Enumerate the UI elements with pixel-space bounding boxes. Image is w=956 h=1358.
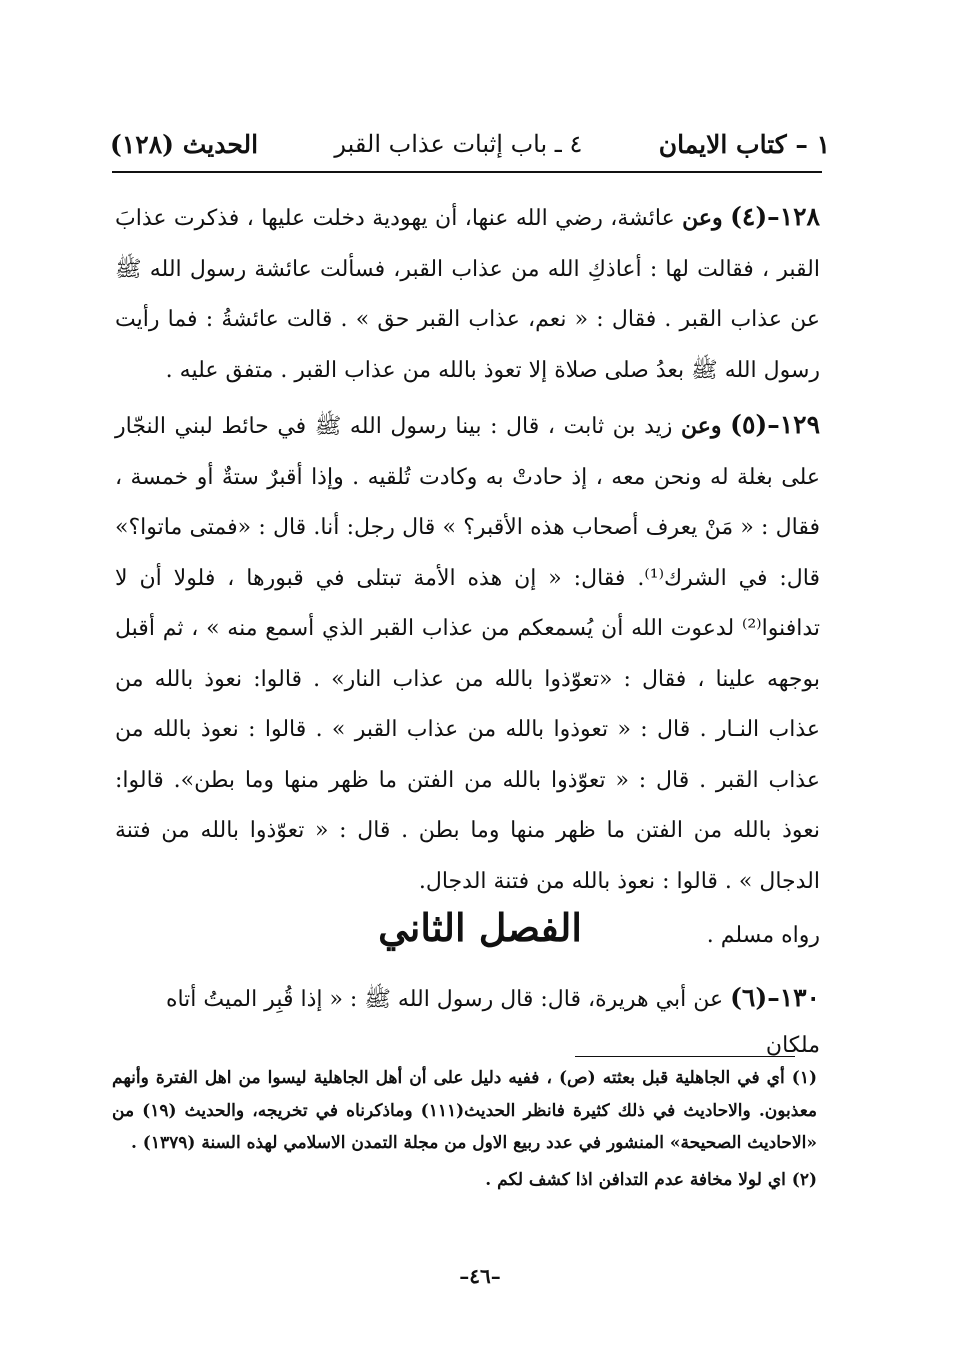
page-number: –٤٦– <box>459 1264 501 1288</box>
hadith-129 <box>115 400 820 907</box>
footnote-1 <box>112 1062 817 1160</box>
hadith-number: ١٢٩–(٥) <box>730 410 821 439</box>
footnote-marker: (١) <box>791 1068 817 1088</box>
header-hadith-number: الحديث (١٢٨) <box>110 129 259 159</box>
main-text <box>115 192 820 962</box>
footnotes <box>112 1062 817 1200</box>
header-chapter-title: ٤ ـ باب إثبات عذاب القبر <box>334 130 583 158</box>
hadith-intro-word: وعن <box>682 205 723 231</box>
hadith-130-start <box>112 975 820 1069</box>
footnote-marker: (٢) <box>791 1169 817 1190</box>
hadith-number: ١٣٠–(٦) <box>730 983 820 1012</box>
hadith-128 <box>115 192 820 396</box>
hadith-text: عن أبي هريرة، قال: قال رسول الله ﷺ : « إذا قُبِر الميتُ أتاه ملكان <box>165 987 820 1058</box>
hadith-text: عائشة، رضي الله عنها، أن يهودية دخلت عليها ، فذكرت عذابَ القبر ، فقالت لها : أعاذكِ الله من عذاب القبر، فسألت عائشة رسول الله ﷺ عن عذاب القبر . فقال : « نعم، عذاب القبر حق » . قالت عائشةُ : فما رأيت رسول الله ﷺ بعدُ صلى صلاة إلا تعوذ بالله من عذاب القبر . متفق عليه . <box>115 206 820 383</box>
footnote-divider <box>575 1056 795 1057</box>
running-header <box>110 118 830 170</box>
header-divider <box>112 171 822 173</box>
footnote-text: أي في الجاهلية قبل بعثته (ص) ، ففيه دليل على أن أهل الجاهلية ليسوا من اهل الفترة وأنهم معذبون. والاحاديث في ذلك كثيرة فانظر الحديث(١١١) وماذكرناه في تخريجه، والحديث (١٩) من «الاحاديث الصحيحة» المنشور في عدد ربيع الاول من مجلة التمدن الاسلامي لهذه السنة (١٣٧٩) . <box>112 1068 818 1153</box>
hadith-129-source: رواه مسلم . <box>706 923 820 948</box>
footnote-text: اي لولا مخافة عدم التدافن اذا كشف لكم . <box>485 1169 786 1190</box>
header-book-title: ١ – كتاب الايمان <box>658 129 830 159</box>
hadith-text: زيد بن ثابت ، قال : بينا رسول الله ﷺ في حائط لبني النجّار على بغلة له ونحن معه ، إذ حادتْ به وكادت تُلقيه . وإذا أقبرٌ ستةٌ أو خمسة ، فقال : « مَنْ يعرف أصحاب هذه الأقبر؟ » قال رجل: أنا. قال : «فمتى ماتوا؟» قال: في الشرك⁽¹⁾. فقال: « إن هذه الأمة تبتلى في قبورها ، فلولا أن لا تدافنوا⁽²⁾ لدعوت الله أن يُسمعكم من عذاب القبر الذي أسمع منه » ، ثم أقبل بوجهه علينا ، فقال : «تعوّذوا بالله من عذاب النار» . قالوا: نعوذ بالله من عذاب النـار . قال : « تعوذوا بالله من عذاب القبر » . قالوا : نعوذ بالله من عذاب القبر . قال : « تعوّذوا بالله من الفتن ما ظهر منها وما بطن». قالوا: نعوذ بالله من الفتن ما ظهر منها وما بطن . قال : « تعوّذوا بالله من فتنة الدجال » . قالوا : نعوذ بالله من فتنة الدجال. <box>115 414 820 894</box>
hadith-intro-word: وعن <box>681 413 722 439</box>
hadith-number: ١٢٨–(٤) <box>730 202 820 231</box>
section-title: الفصل الثاني <box>378 905 582 950</box>
footnote-2 <box>112 1164 817 1197</box>
